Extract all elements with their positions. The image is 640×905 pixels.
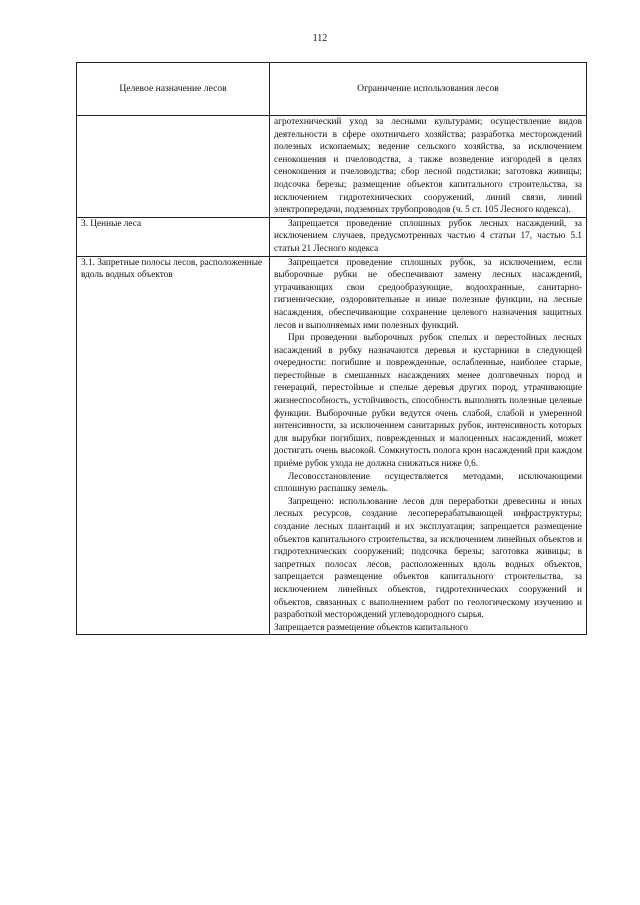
forest-purpose-cell	[77, 116, 270, 218]
restriction-paragraph: Запрещено: использование лесов для переработки древесины и иных лесных ресурсов, создание лесоперерабатывающей инфраструктуры; создание лесных плантаций и их эксплуатация; запрещается размещение объектов капитального строительства, за исключением линейных объектов и гидротехнических сооружений; подсочка березы; заготовка живицы; в запретных полосах лесов, расположенных вдоль водных объектов, запрещается размещение объектов капитального строительства, за исключением линейных объектов, гидротехнических сооружений и объектов, связанных с выполнением работ по геологическому изучению и разработкой месторождений углеводородного сырья.	[274, 496, 582, 621]
restriction-paragraph: Лесовосстановление осуществляется методами, исключающими сплошную распашку земель.	[274, 471, 582, 495]
header-usage-restriction: Ограничение использования лесов	[270, 63, 587, 116]
header-forest-purpose: Целевое назначение лесов	[77, 63, 270, 116]
restriction-paragraph: Запрещается размещение объектов капитального	[274, 622, 468, 633]
restriction-paragraph: агротехнический уход за лесными культурами; осуществление видов деятельности в сфере охотничьего хозяйства; разработка месторождений полезных ископаемых; ведение сельского хозяйства, за исключением сенокошения и пчеловодства, а также возведение изгородей в целях сенокошения и пчеловодства; сбор лесной подстилки; заготовка живицы; подсочка березы; размещение объектов капитального строительства, за исключением гидротехнических сооружений, линий связи, линий электропередачи, подземных трубопроводов (ч. 5 ст. 105 Лесного кодекса).	[274, 117, 582, 216]
restriction-paragraph: Запрещается проведение сплошных рубок лесных насаждений, за исключением случаев, предусмотренных частью 4 статьи 17, частью 5.1 статьи 21 Лесного кодекса	[274, 218, 582, 254]
restriction-paragraph: При проведении выборочных рубок спелых и перестойных лесных насаждений в рубку назначаются деревья и кустарники в следующей очередности: погибшие и поврежденные, ослабленные, наиболее старые, перестойные в смешанных насаждениях менее долговечных пород и генераций, перестойные и спелые деревья других пород, утрачивающие жизнеспособность, устойчивость, способность выполнять полезные целевые функции. Выборочные рубки ведутся очень слабой, слабой и умеренной интенсивности, за исключением санитарных рубок, интенсивность которых для вырубки погибших, поврежденных и малоценных насаждений, может достигать очень высокой. Сомкнутость полога крон насаждений при каждом приёме рубок ухода не должна снижаться ниже 0,6.	[274, 333, 582, 470]
usage-restriction-cell	[270, 256, 587, 635]
table-row	[77, 217, 587, 256]
usage-restriction-cell	[270, 116, 587, 218]
restriction-paragraph: Запрещается проведение сплошных рубок, за исключением, если выборочные рубки не обеспечивают замену лесных насаждений, утрачивающих свои средообразующие, водоохранные, санитарно-гигиенические, оздоровительные и иные полезные функции, на лесные насаждения, обеспечивающие сохранение целевого назначения защитных лесов и выполняемых ими полезных функций.	[274, 257, 582, 331]
forest-purpose-cell: 3.1. Запретные полосы лесов, расположенные вдоль водных объектов	[77, 256, 270, 635]
usage-restriction-cell	[270, 217, 587, 256]
table-row	[77, 116, 587, 218]
page-number: 112	[312, 33, 328, 44]
forest-purpose-cell: 3. Ценные леса	[77, 217, 270, 256]
table-row	[77, 256, 587, 635]
table-header-row	[77, 63, 587, 116]
forest-restrictions-table	[76, 62, 587, 635]
